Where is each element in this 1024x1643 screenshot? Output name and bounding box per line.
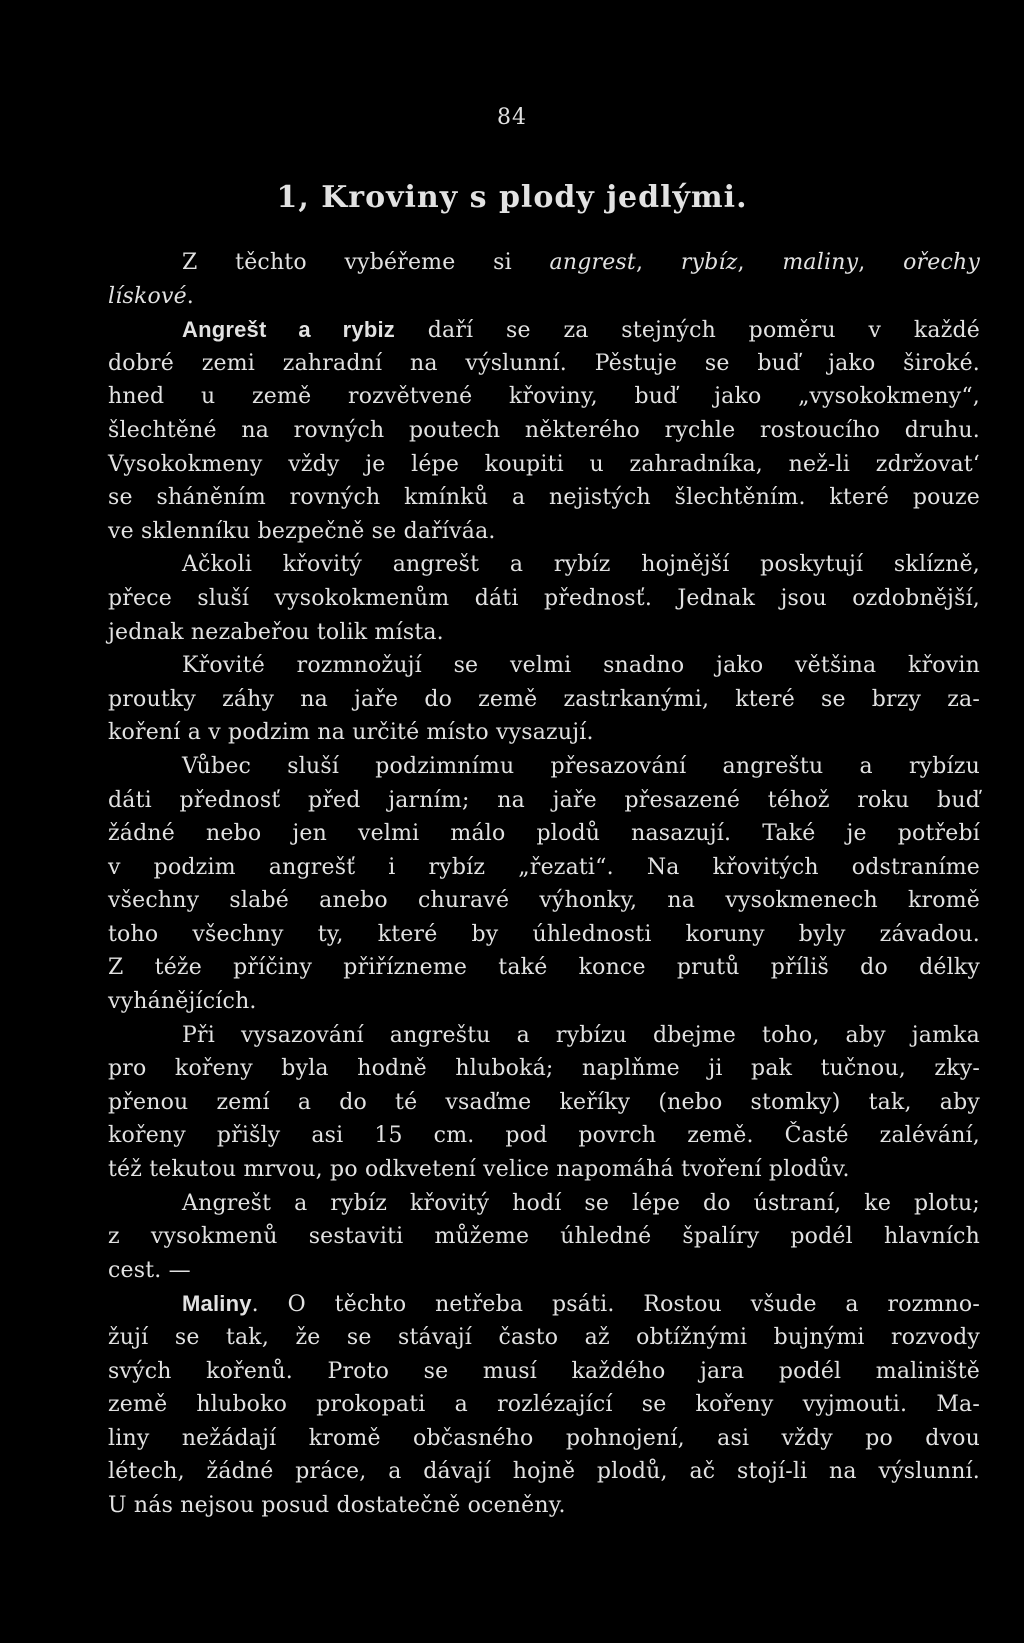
text-line	[108, 414, 980, 448]
text-run: U nás nejsou posud dostatečně oceněny.	[108, 1492, 566, 1518]
text-line	[108, 280, 980, 314]
text-line	[108, 1287, 980, 1321]
text-line	[108, 1455, 980, 1489]
text-line	[108, 582, 980, 616]
text-run: země hluboko prokopati a rozlézající se kořeny vyjmouti. Ma-	[108, 1392, 980, 1418]
text-line	[108, 1422, 980, 1456]
text-run: přenou zemí a do té vsaďme keříky (nebo stomky) tak, aby	[108, 1089, 980, 1115]
paragraph	[108, 1019, 980, 1187]
text-run: Při vysazování angreštu a rybízu dbejme toho, aby jamka	[182, 1022, 980, 1048]
italic-term: rybíz	[680, 250, 738, 275]
text-line	[108, 246, 980, 280]
text-line	[108, 1187, 980, 1221]
text-run: hned u země rozvětvené křoviny, buď jako „vysokokmeny“,	[108, 384, 980, 410]
text-run: Z téže příčiny přiřízneme také konce prutů příliš do délky	[108, 955, 980, 981]
text-run: jednak nezabeřou tolik místa.	[108, 619, 444, 645]
text-line	[108, 649, 980, 683]
italic-term: ořechy	[903, 250, 981, 275]
text-line	[108, 1388, 980, 1422]
text-run: .	[186, 283, 194, 309]
text-line	[108, 1355, 980, 1389]
paragraph	[108, 548, 980, 649]
text-run: koření a v podzim na určité místo vysazují.	[108, 720, 594, 746]
text-run: cest. —	[108, 1257, 191, 1283]
text-run: kořeny přišly asi 15 cm. pod povrch země. Časté zalévání,	[108, 1123, 980, 1149]
italic-term: angrest	[549, 250, 636, 275]
text-run: šlechtěné na rovných poutech některého rychle rostoucího druhu.	[108, 417, 980, 443]
text-line	[108, 716, 980, 750]
text-run: žádné nebo jen velmi málo plodů nasazují. Také je potřebí	[108, 821, 980, 847]
page-number: 84	[497, 105, 527, 130]
text-line	[108, 784, 980, 818]
text-line	[108, 918, 980, 952]
text-line	[108, 1086, 980, 1120]
text-run: Křovité rozmnožují se velmi snadno jako většina křovin	[182, 653, 980, 679]
text-run: dáti přednosť před jarním; na jaře přesazené téhož roku buď	[108, 787, 980, 813]
text-run: Angrešt a rybíz křovitý hodí se lépe do ústraní, ke plotu;	[182, 1190, 980, 1216]
text-line	[108, 750, 980, 784]
text-run: se sháněním rovných kmínků a nejistých šlechtěním. které pouze	[108, 485, 980, 511]
text-run: Vysokokmeny vždy je lépe koupiti u zahradníka, než-li zdržovat‘	[108, 451, 980, 477]
text-line	[108, 1321, 980, 1355]
text-run: Z těchto vybéřeme si	[182, 250, 550, 275]
text-line	[108, 347, 980, 381]
text-run: ve sklenníku bezpečně se daříváa.	[108, 518, 496, 544]
text-run: ,	[635, 250, 681, 275]
paragraph	[108, 246, 980, 313]
text-line	[108, 616, 980, 650]
text-run: všechny slabé anebo churavé výhonky, na vysokmenech kromě	[108, 888, 980, 914]
text-line	[108, 1019, 980, 1053]
text-run: Vůbec sluší podzimnímu přesazování angreštu a rybízu	[182, 753, 980, 779]
text-line	[108, 884, 980, 918]
paragraph	[108, 313, 980, 548]
text-line	[108, 1052, 980, 1086]
text-run: liny nežádají kromě občasného pohnojení, asi vždy po dvou	[108, 1425, 980, 1451]
text-line	[108, 851, 980, 885]
text-line	[108, 313, 980, 347]
text-line	[108, 1254, 980, 1288]
text-run: ,	[858, 250, 904, 275]
text-run: pro kořeny byla hodně hluboká; naplňme ji pak tučnou, zky-	[108, 1056, 980, 1082]
text-run: též tekutou mrvou, po odkvetení velice napomáhá tvoření plodův.	[108, 1157, 850, 1183]
text-line	[108, 448, 980, 482]
text-line	[108, 1220, 980, 1254]
paragraph	[108, 750, 980, 1019]
bold-term: Maliny	[182, 1291, 252, 1317]
bold-term: Angrešt a rybiz	[182, 317, 396, 343]
text-run: ,	[737, 250, 783, 275]
text-run: vyhánějících.	[108, 989, 257, 1015]
section-heading: 1, Kroviny s plody jedlými.	[276, 180, 748, 215]
text-line	[108, 380, 980, 414]
text-run: létech, žádné práce, a dávají hojně plodů, ač stojí-li na výslunní.	[108, 1459, 980, 1485]
text-run: daří se za stejných poměru v každé	[395, 318, 981, 344]
text-run: přece sluší vysokokmenům dáti přednosť. Jednak jsou ozdobnější,	[108, 585, 980, 611]
text-line	[108, 1153, 980, 1187]
italic-term: lískové	[108, 283, 187, 309]
paragraph	[108, 1287, 980, 1522]
text-run: svých kořenů. Proto se musí každého jara podél maliniště	[108, 1358, 980, 1384]
text-line	[108, 481, 980, 515]
text-run: toho všechny ty, které by úhlednosti koruny byly závadou.	[108, 921, 980, 947]
text-line	[108, 515, 980, 549]
text-run: žují se tak, že se stávají často až obtížnými bujnými rozvody	[108, 1325, 980, 1350]
italic-term: maliny	[782, 250, 859, 275]
text-line	[108, 1119, 980, 1153]
body-text	[108, 246, 980, 1523]
paragraph	[108, 1187, 980, 1288]
text-line	[108, 985, 980, 1019]
paragraph	[108, 649, 980, 750]
text-line	[108, 683, 980, 717]
text-line	[108, 1489, 980, 1523]
text-run: proutky záhy na jaře do země zastrkanými, které se brzy za-	[108, 686, 980, 712]
text-run: Ačkoli křovitý angrešt a rybíz hojnější poskytují sklízně,	[182, 552, 980, 578]
text-run: dobré zemi zahradní na výslunní. Pěstuje se buď jako široké.	[108, 350, 980, 376]
text-run: z vysokmenů sestaviti můžeme úhledné špalíry podél hlavních	[108, 1224, 980, 1250]
text-run: . O těchto netřeba psáti. Rostou všude a rozmno-	[251, 1292, 980, 1318]
text-run: v podzim angrešť i rybíz „řezati“. Na křovitých odstraníme	[108, 854, 980, 880]
text-line	[108, 548, 980, 582]
text-line	[108, 951, 980, 985]
text-line	[108, 817, 980, 851]
